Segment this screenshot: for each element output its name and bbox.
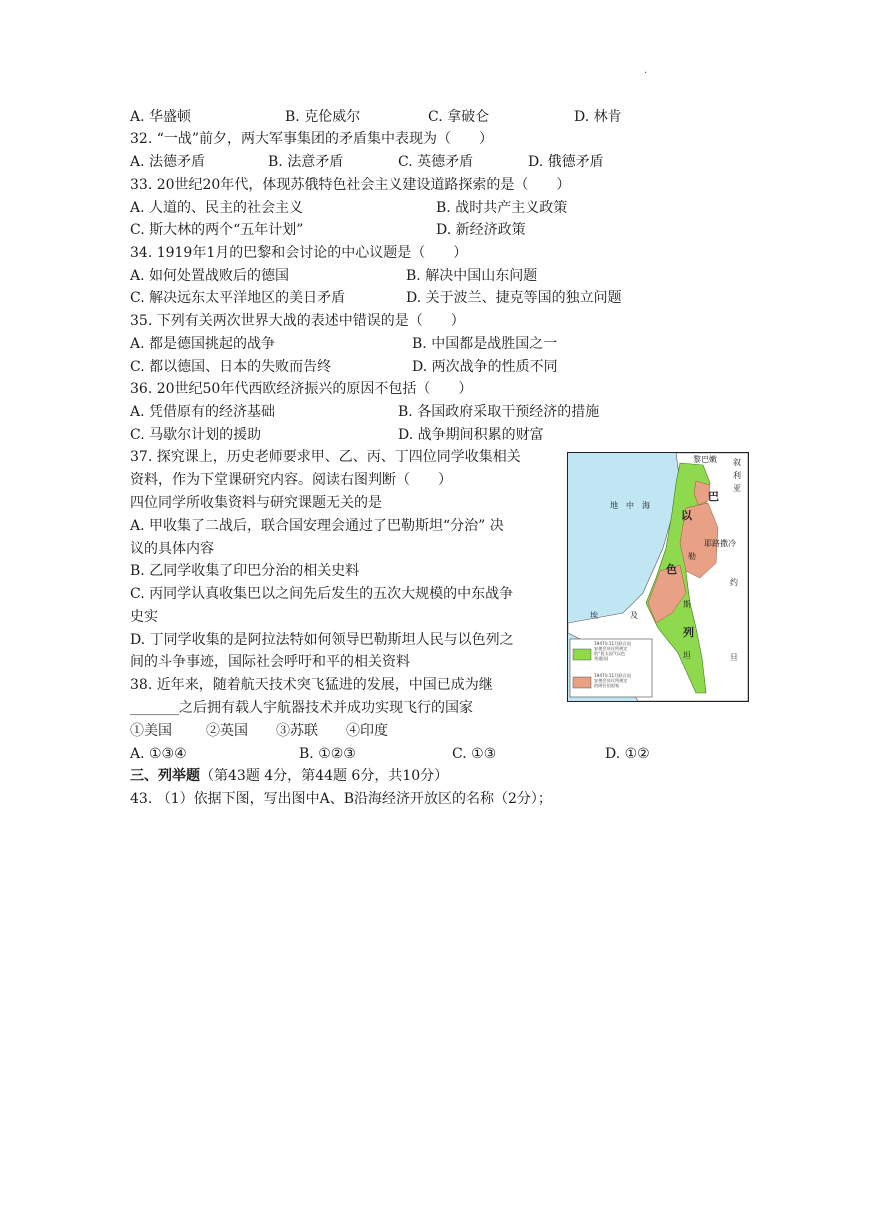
q38-line-1: 38. 近年来，随着航天技术突飞猛进的发展，中国已成为继 xyxy=(130,677,493,693)
q38-option-a: A. ①③④ xyxy=(130,746,187,762)
q32-option-a: A. 法德矛盾 xyxy=(130,154,206,170)
q38-item-1: ①美国 xyxy=(130,723,172,739)
q37-line-3: 四位同学所收集资料与研究课题无关的是 xyxy=(130,495,382,511)
map-svg xyxy=(568,453,748,701)
q37-line-2: 资料，作为下堂课研究内容。阅读右图判断（ ） xyxy=(130,472,452,488)
q31-option-a: A. 华盛顿 xyxy=(130,109,192,125)
q37-line-7: C. 丙同学认真收集巴以之间先后发生的五次大规模的中东战争 xyxy=(130,586,514,602)
legend-text-arab-1: 1947年11月联合国 xyxy=(594,673,631,678)
q38-item-3: ③苏联 xyxy=(276,723,318,739)
q32-option-d: D. 俄德矛盾 xyxy=(528,154,604,170)
q31-option-c: C. 拿破仑 xyxy=(428,109,490,125)
legend-text-jewish-1: 1947年11月联合国 xyxy=(594,641,631,646)
label-egypt-2: 及 xyxy=(630,611,638,620)
q34-option-d: D. 关于波兰、捷克等国的独立问题 xyxy=(406,290,622,306)
legend-text-jewish-3: 的“犹太国”(以色 xyxy=(594,651,626,656)
label-jordan-1: 约 xyxy=(730,578,738,587)
q32-stem: 32. “一战”前夕，两大军事集团的矛盾集中表现为（ ） xyxy=(130,131,494,147)
label-israel-2: 色 xyxy=(666,563,677,576)
legend-text-jewish-4: 列建国) xyxy=(594,656,609,661)
label-jerusalem: 耶路撒冷 xyxy=(704,539,736,548)
label-israel-1: 以 xyxy=(681,509,692,522)
q37-line-1: 37. 探究课上，历史老师要求甲、乙、丙、丁四位同学收集相关 xyxy=(130,449,521,465)
q34-stem: 34. 1919年1月的巴黎和会讨论的中心议题是（ ） xyxy=(130,245,468,261)
q35-option-c: C. 都以德国、日本的失败而告终 xyxy=(130,359,332,375)
q36-option-c: C. 马歇尔计划的援助 xyxy=(130,427,262,443)
q38-item-2: ②英国 xyxy=(206,723,248,739)
label-syria-2: 利 xyxy=(733,471,741,480)
legend-text-arab-2: 安理会决议所规定 xyxy=(594,678,628,683)
q37-line-6: B. 乙同学收集了印巴分治的相关史料 xyxy=(130,563,360,579)
q35-option-a: A. 都是德国挑起的战争 xyxy=(130,336,276,352)
q37-line-8: 史实 xyxy=(130,609,158,625)
section3-note: （第43题 4分，第44题 6分，共10分） xyxy=(200,768,449,784)
q38-option-d: D. ①② xyxy=(605,746,650,762)
label-jordan-2: 旦 xyxy=(730,653,738,662)
q38-line-2: _______之后拥有载人宇航器技术并成功实现飞行的国家 xyxy=(130,700,473,716)
q36-option-b: B. 各国政府采取干预经济的措施 xyxy=(398,404,600,420)
q37-line-4: A. 甲收集了二战后，联合国安理会通过了巴勒斯坦“分治” 决 xyxy=(130,518,504,534)
legend-text-arab-3: 的阿拉伯国家 xyxy=(594,683,620,688)
q32-option-b: B. 法意矛盾 xyxy=(268,154,344,170)
q36-option-a: A. 凭借原有的经济基础 xyxy=(130,404,276,420)
label-syria-1: 叙 xyxy=(733,458,741,467)
q35-option-b: B. 中国都是战胜国之一 xyxy=(412,336,558,352)
palestine-partition-map xyxy=(567,452,749,702)
label-egypt-1: 埃 xyxy=(590,611,598,620)
q34-option-b: B. 解决中国山东问题 xyxy=(406,268,538,284)
q36-option-d: D. 战争期间积累的财富 xyxy=(398,427,544,443)
label-pal-3: 斯 xyxy=(683,600,691,609)
q34-option-c: C. 解决远东太平洋地区的美日矛盾 xyxy=(130,290,346,306)
section3-heading xyxy=(130,767,448,785)
q37-line-5: 议的具体内容 xyxy=(130,541,214,557)
q33-option-c: C. 斯大林的两个“五年计划” xyxy=(130,222,304,238)
q31-option-d: D. 林肯 xyxy=(574,109,622,125)
q31-option-b: B. 克伦威尔 xyxy=(285,109,361,125)
q33-option-d: D. 新经济政策 xyxy=(436,222,526,238)
label-pal-2: 勒 xyxy=(688,552,696,561)
label-syria-3: 亚 xyxy=(733,484,741,493)
q37-line-10: 间的斗争事迹，国际社会呼吁和平的相关资料 xyxy=(130,654,410,670)
label-pal-1: 巴 xyxy=(708,490,719,503)
label-israel-3: 列 xyxy=(683,626,694,639)
label-pal-4: 坦 xyxy=(683,651,691,660)
label-lebanon: 黎巴嫩 xyxy=(693,455,717,464)
header-dot: · xyxy=(644,68,648,79)
q36-stem: 36. 20世纪50年代西欧经济振兴的原因不包括（ ） xyxy=(130,381,473,397)
label-sea: 地 中 海 xyxy=(610,501,650,510)
legend-swatch-arab xyxy=(573,677,591,688)
q34-option-a: A. 如何处置战败后的德国 xyxy=(130,268,290,284)
section3-title: 三、列举题 xyxy=(130,768,200,784)
q33-option-a: A. 人道的、民主的社会主义 xyxy=(130,200,304,216)
q43-stem: 43. （1）依据下图，写出图中A、B沿海经济开放区的名称（2分）； xyxy=(130,791,552,807)
q35-option-d: D. 两次战争的性质不同 xyxy=(412,359,558,375)
legend-text-jewish-2: 安理会决议所规定 xyxy=(594,646,628,651)
q38-item-4: ④印度 xyxy=(346,723,388,739)
q33-option-b: B. 战时共产主义政策 xyxy=(436,200,568,216)
q37-line-9: D. 丁同学收集的是阿拉法特如何领导巴勒斯坦人民与以色列之 xyxy=(130,632,514,648)
q35-stem: 35. 下列有关两次世界大战的表述中错误的是（ ） xyxy=(130,313,465,329)
q38-option-c: C. ①③ xyxy=(452,746,497,762)
q32-option-c: C. 英德矛盾 xyxy=(398,154,474,170)
legend-swatch-jewish xyxy=(573,649,591,660)
q33-stem: 33. 20世纪20年代，体现苏俄特色社会主义建设道路探索的是（ ） xyxy=(130,177,571,193)
q38-option-b: B. ①②③ xyxy=(299,746,356,762)
